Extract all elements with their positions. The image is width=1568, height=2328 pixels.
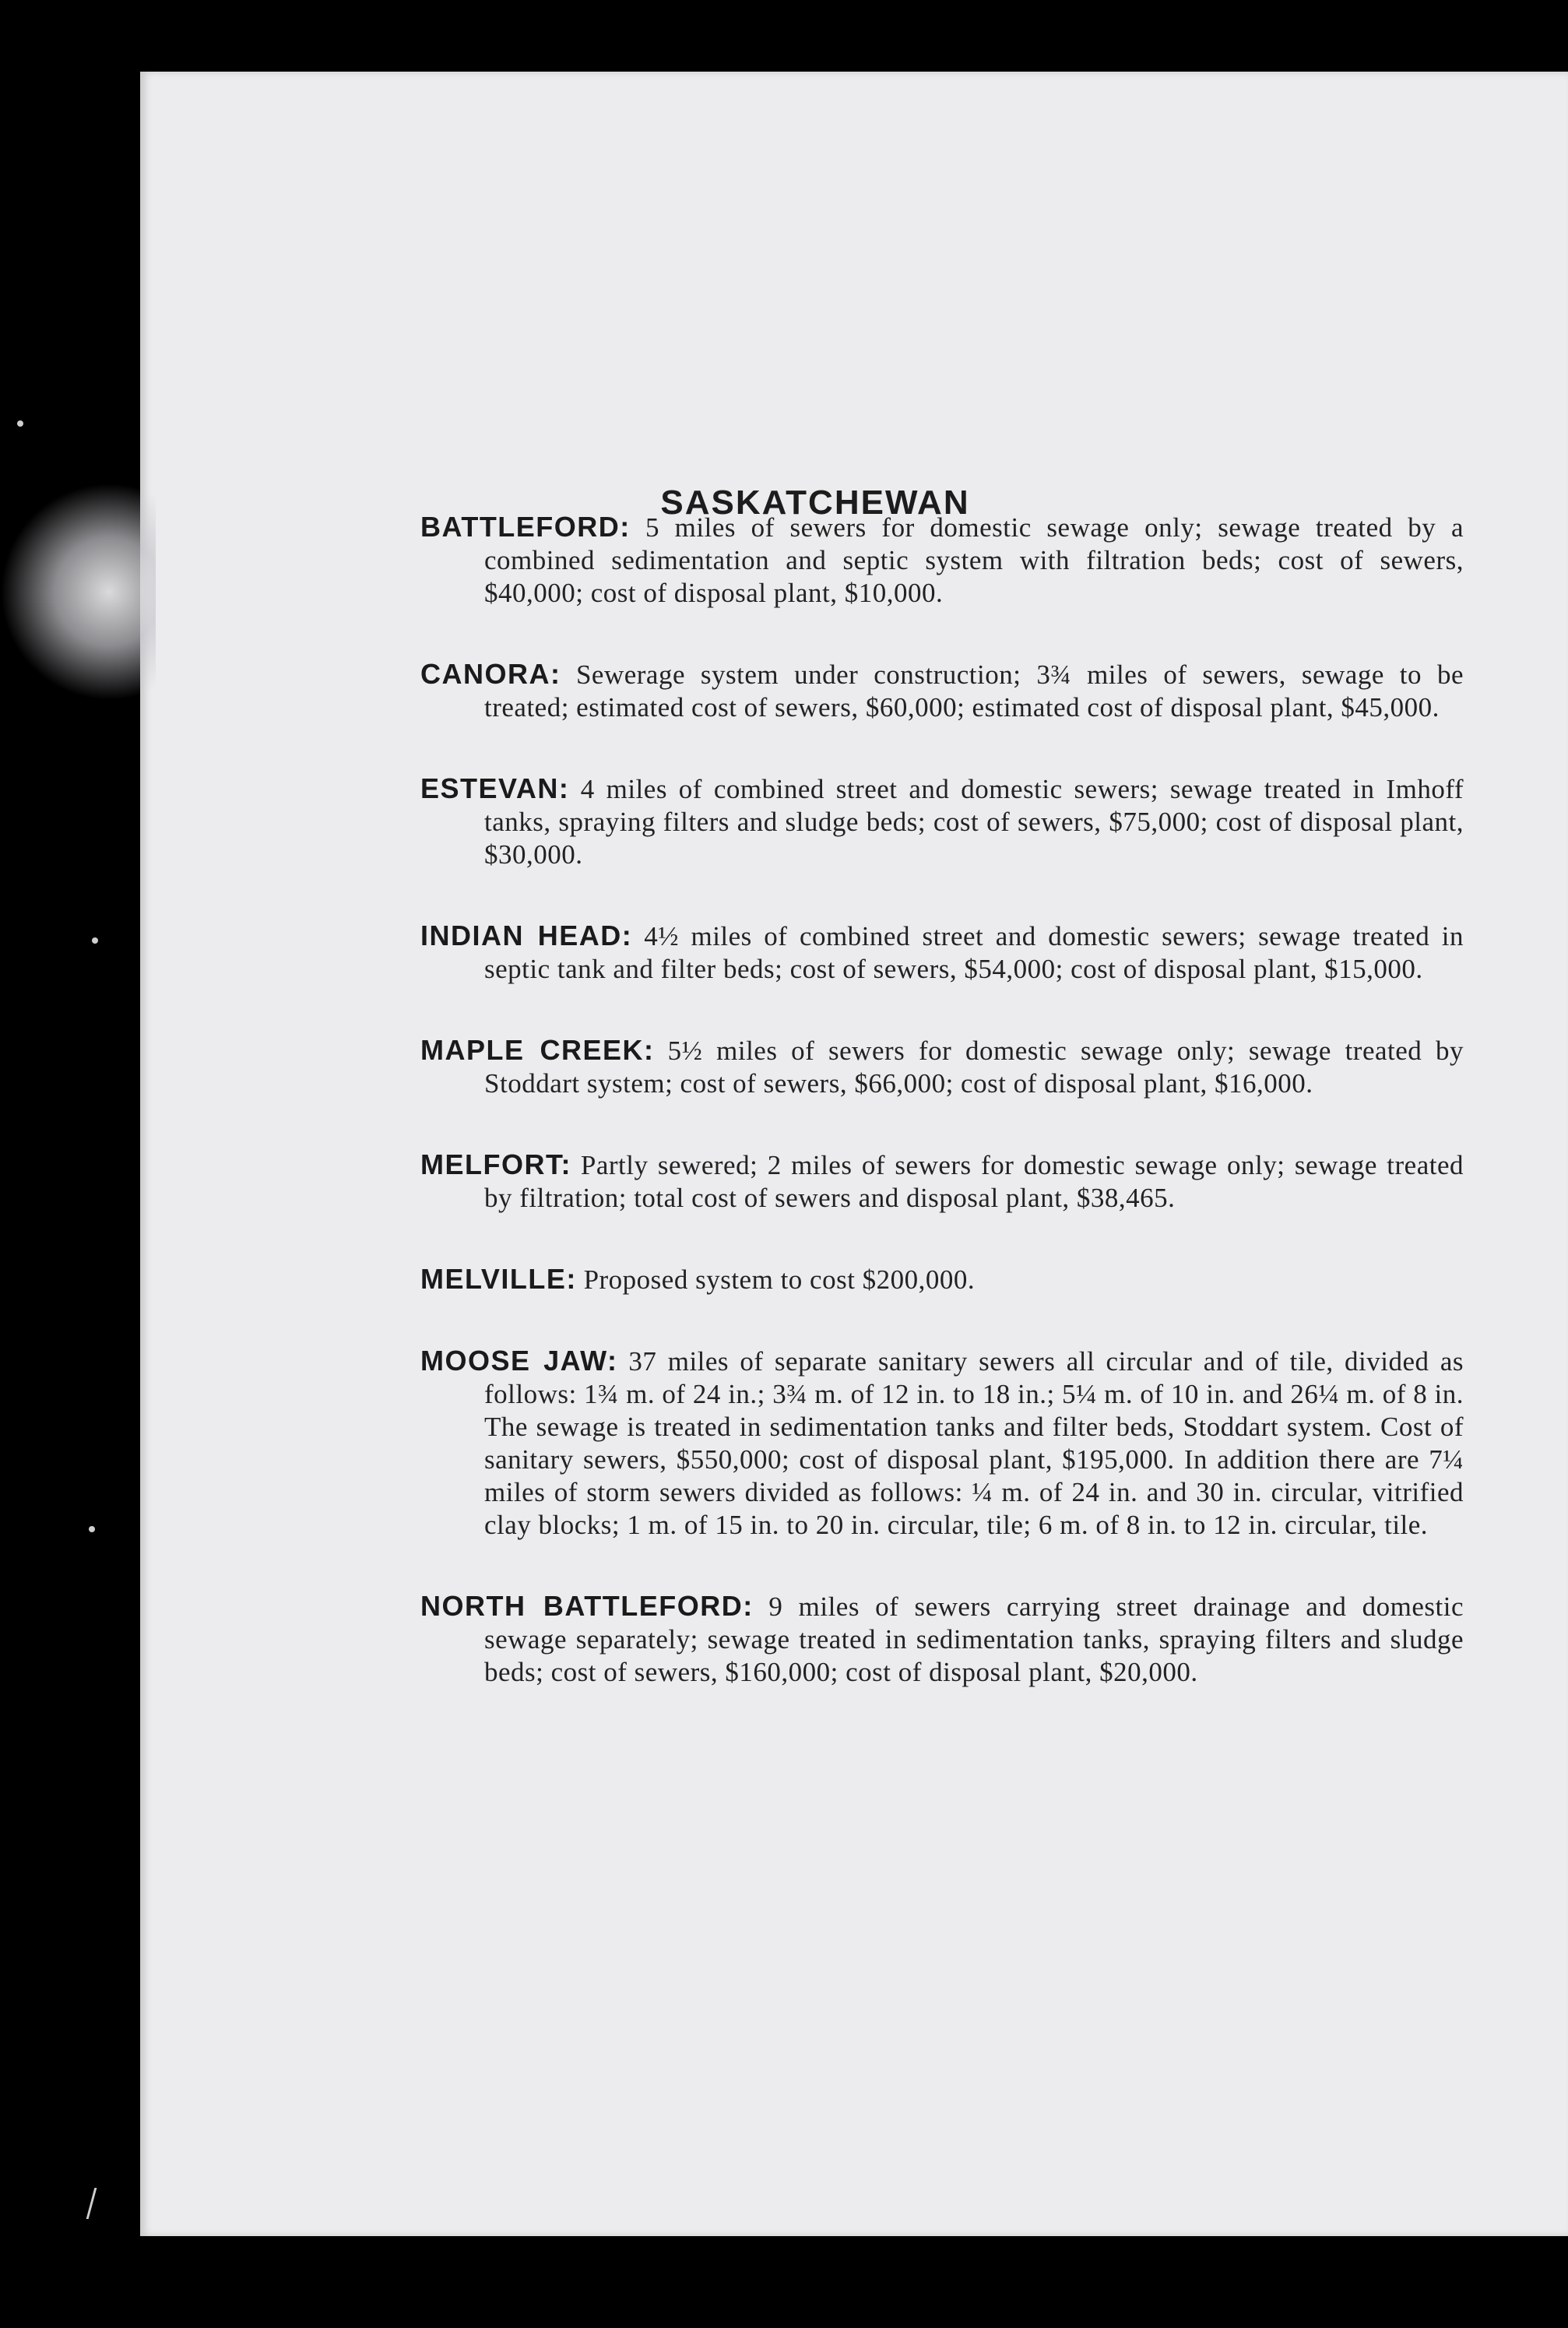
entry-name: ESTEVAN: [420,772,570,804]
entry-text: 5½ miles of sewers for domestic sewage only; sewage treated by Stoddart system; cost of sewers, $66,000; cost of disposal plant, $16,000. [484,1036,1464,1099]
entry-melville [420,1263,1464,1296]
entry-text: Proposed system to cost $200,000. [583,1264,976,1295]
entry-text: 5 miles of sewers for domestic sewage only; sewage treated by a combined sedimentation and septic system with filtration beds; cost of sewers, $40,000; cost of disposal plant, $10,000. [484,512,1464,608]
entry-name: INDIAN HEAD: [420,920,633,951]
entry-estevan [420,772,1464,871]
entries-list [420,511,1464,1737]
entry-maple-creek [420,1034,1464,1100]
entry-text: Sewerage system under construction; 3¾ miles of sewers, sewage to be treated; estimated cost of sewers, $60,000; estimated cost of disposal plant, $45,000. [484,659,1464,723]
entry-moose-jaw [420,1345,1464,1542]
entry-text: 4½ miles of combined street and domestic sewers; sewage treated in septic tank and filter beds; cost of sewers, $54,000; cost of disposal plant, $15,000. [484,921,1464,984]
entry-name: MAPLE CREEK: [420,1034,655,1066]
speck-mark [17,420,23,427]
entry-name: MOOSE JAW: [420,1345,618,1377]
entry-text: 9 miles of sewers carrying street drainage and domestic sewage separately; sewage treated in sedimentation tanks, spraying filters and sludge beds; cost of sewers, $160,000; cost of disposal plant, $20,000. [484,1591,1464,1687]
entry-name: BATTLEFORD: [420,511,631,543]
entry-north-battleford [420,1590,1464,1689]
entry-indian-head [420,920,1464,986]
entry-text: Partly sewered; 2 miles of sewers for domestic sewage only; sewage treated by filtration; total cost of sewers and disposal plant, $38,465. [484,1150,1464,1213]
entry-name: MELFORT: [420,1148,571,1180]
speck-mark [89,1526,95,1532]
corner-mark [86,2188,113,2219]
entry-name: NORTH BATTLEFORD: [420,1590,754,1622]
entry-text: 37 miles of separate sanitary sewers all circular and of tile, divided as follows: 1¾ m. of 24 in.; 3¾ m. of 12 in. to 18 in.; 5¼ m. of 10 in. and 26¼ m. of 8 in. The sewage is treated in sedimentation tanks and filter beds, Stoddart system. Cost of sanitary sewers, $550,000; cost of disposal plant, $195,000. In addition there are 7¼ miles of storm sewers divided as follows: ¼ m. of 24 in. and 30 in. circular, vitrified clay blocks; 1 m. of 15 in. to 20 in. circular, tile; 6 m. of 8 in. to 12 in. circular, tile. [484,1346,1464,1540]
page-title: SASKATCHEWAN [660,484,970,522]
entry-battleford [420,511,1464,610]
entry-melfort [420,1148,1464,1215]
entry-name: MELVILLE: [420,1263,577,1295]
entry-text: 4 miles of combined street and domestic sewers; sewage treated in Imhoff tanks, spraying filters and sludge beds; cost of sewers, $75,000; cost of disposal plant, $30,000. [484,774,1464,870]
entry-name: CANORA: [420,658,561,690]
speck-mark [92,937,98,944]
entry-canora [420,658,1464,724]
